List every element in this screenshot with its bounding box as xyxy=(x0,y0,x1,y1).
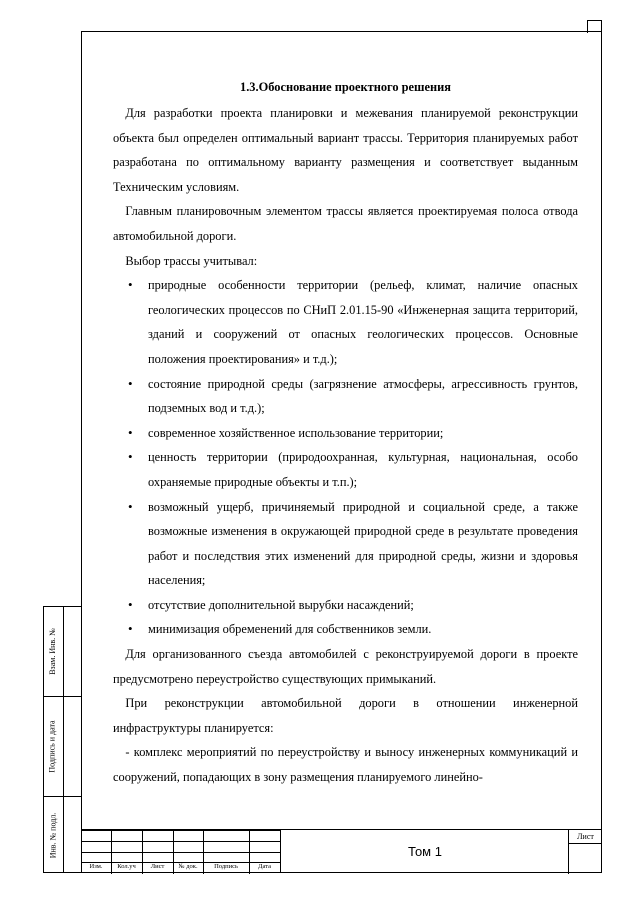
list-item: • ценность территории (природоохранная, культурная, национальная, особо охраняемые природные объекты и т.п.); xyxy=(113,445,578,494)
list-item: • природные особенности территории (рельеф, климат, наличие опасных геологических процессов по СНиП 2.01.15-90 «Инженерная защита территорий, зданий и сооружений от опасных геологических процессов. Основные положения проектирования» и т.д.); xyxy=(113,273,578,371)
sheet-number-box xyxy=(568,830,602,874)
list-item: • современное хозяйственное использование территории; xyxy=(113,421,578,446)
sheet-label: Лист xyxy=(577,832,594,841)
document-name-text: Том 1 xyxy=(408,844,442,859)
paragraph-text: Для разработки проекта планировки и межевания планируемой реконструкции объекта был определен оптимальный вариант трассы. Территория планируемых работ разработана по оптимальному варианту размещения и соответствует выданным Техническим условиям. xyxy=(113,106,578,194)
paragraph xyxy=(113,199,578,248)
paragraph xyxy=(113,101,578,199)
criteria-list xyxy=(113,273,578,642)
paragraph xyxy=(113,642,578,691)
paragraph xyxy=(113,691,578,740)
column-header: Дата xyxy=(258,863,271,870)
revision-table xyxy=(81,830,280,874)
margin-field-original-inv xyxy=(43,796,81,873)
column-header: Подпись xyxy=(214,863,238,870)
paragraph-text: При реконструкции автомобильной дороги в отношении инженерной инфраструктуры планируется: xyxy=(113,696,578,735)
margin-field-replacement-inv xyxy=(43,606,81,696)
title-block xyxy=(81,829,602,873)
document-body xyxy=(113,70,578,790)
list-item: • минимизация обременений для собственников земли. xyxy=(113,617,578,642)
section-title: 1.3.Обоснование проектного решения xyxy=(240,80,451,94)
paragraph xyxy=(113,740,578,789)
column-header: Кол.уч xyxy=(117,863,136,870)
paragraph-text: Главным планировочным элементом трассы является проектируемая полоса отвода автомобильной дороги. xyxy=(113,204,578,243)
document-name xyxy=(280,830,569,873)
column-header: № док. xyxy=(178,863,198,870)
list-item: • возможный ущерб, причиняемый природной и социальной среде, а также возможные изменения в окружающей природной среде в результате проведения работ и последствия этих изменений для природной среды, жизни и здоровья населения; xyxy=(113,495,578,593)
list-item: • состояние природной среды (загрязнение атмосферы, агрессивность грунтов, подземных вод и т.д.); xyxy=(113,372,578,421)
margin-field-label: Подпись и дата xyxy=(48,720,57,773)
paragraph-text: Для организованного съезда автомобилей с реконструируемой дороги в проекте предусмотрено переустройство существующих примыканий. xyxy=(113,647,578,686)
margin-field-signature-date xyxy=(43,696,81,796)
margin-field-label: Взам. Инв. № xyxy=(48,628,58,675)
paragraph xyxy=(113,249,578,274)
column-header: Изм. xyxy=(89,863,103,870)
list-item: • отсутствие дополнительной вырубки насаждений; xyxy=(113,593,578,618)
paragraph-text: - комплекс мероприятий по переустройству и выносу инженерных коммуникаций и сооружений, попадающих в зону размещения планируемого линейно- xyxy=(113,745,578,785)
margin-field-label: Инв. № подл. xyxy=(48,812,57,858)
column-header: Лист xyxy=(150,863,165,870)
paragraph-text: Выбор трассы учитывал: xyxy=(125,253,258,268)
